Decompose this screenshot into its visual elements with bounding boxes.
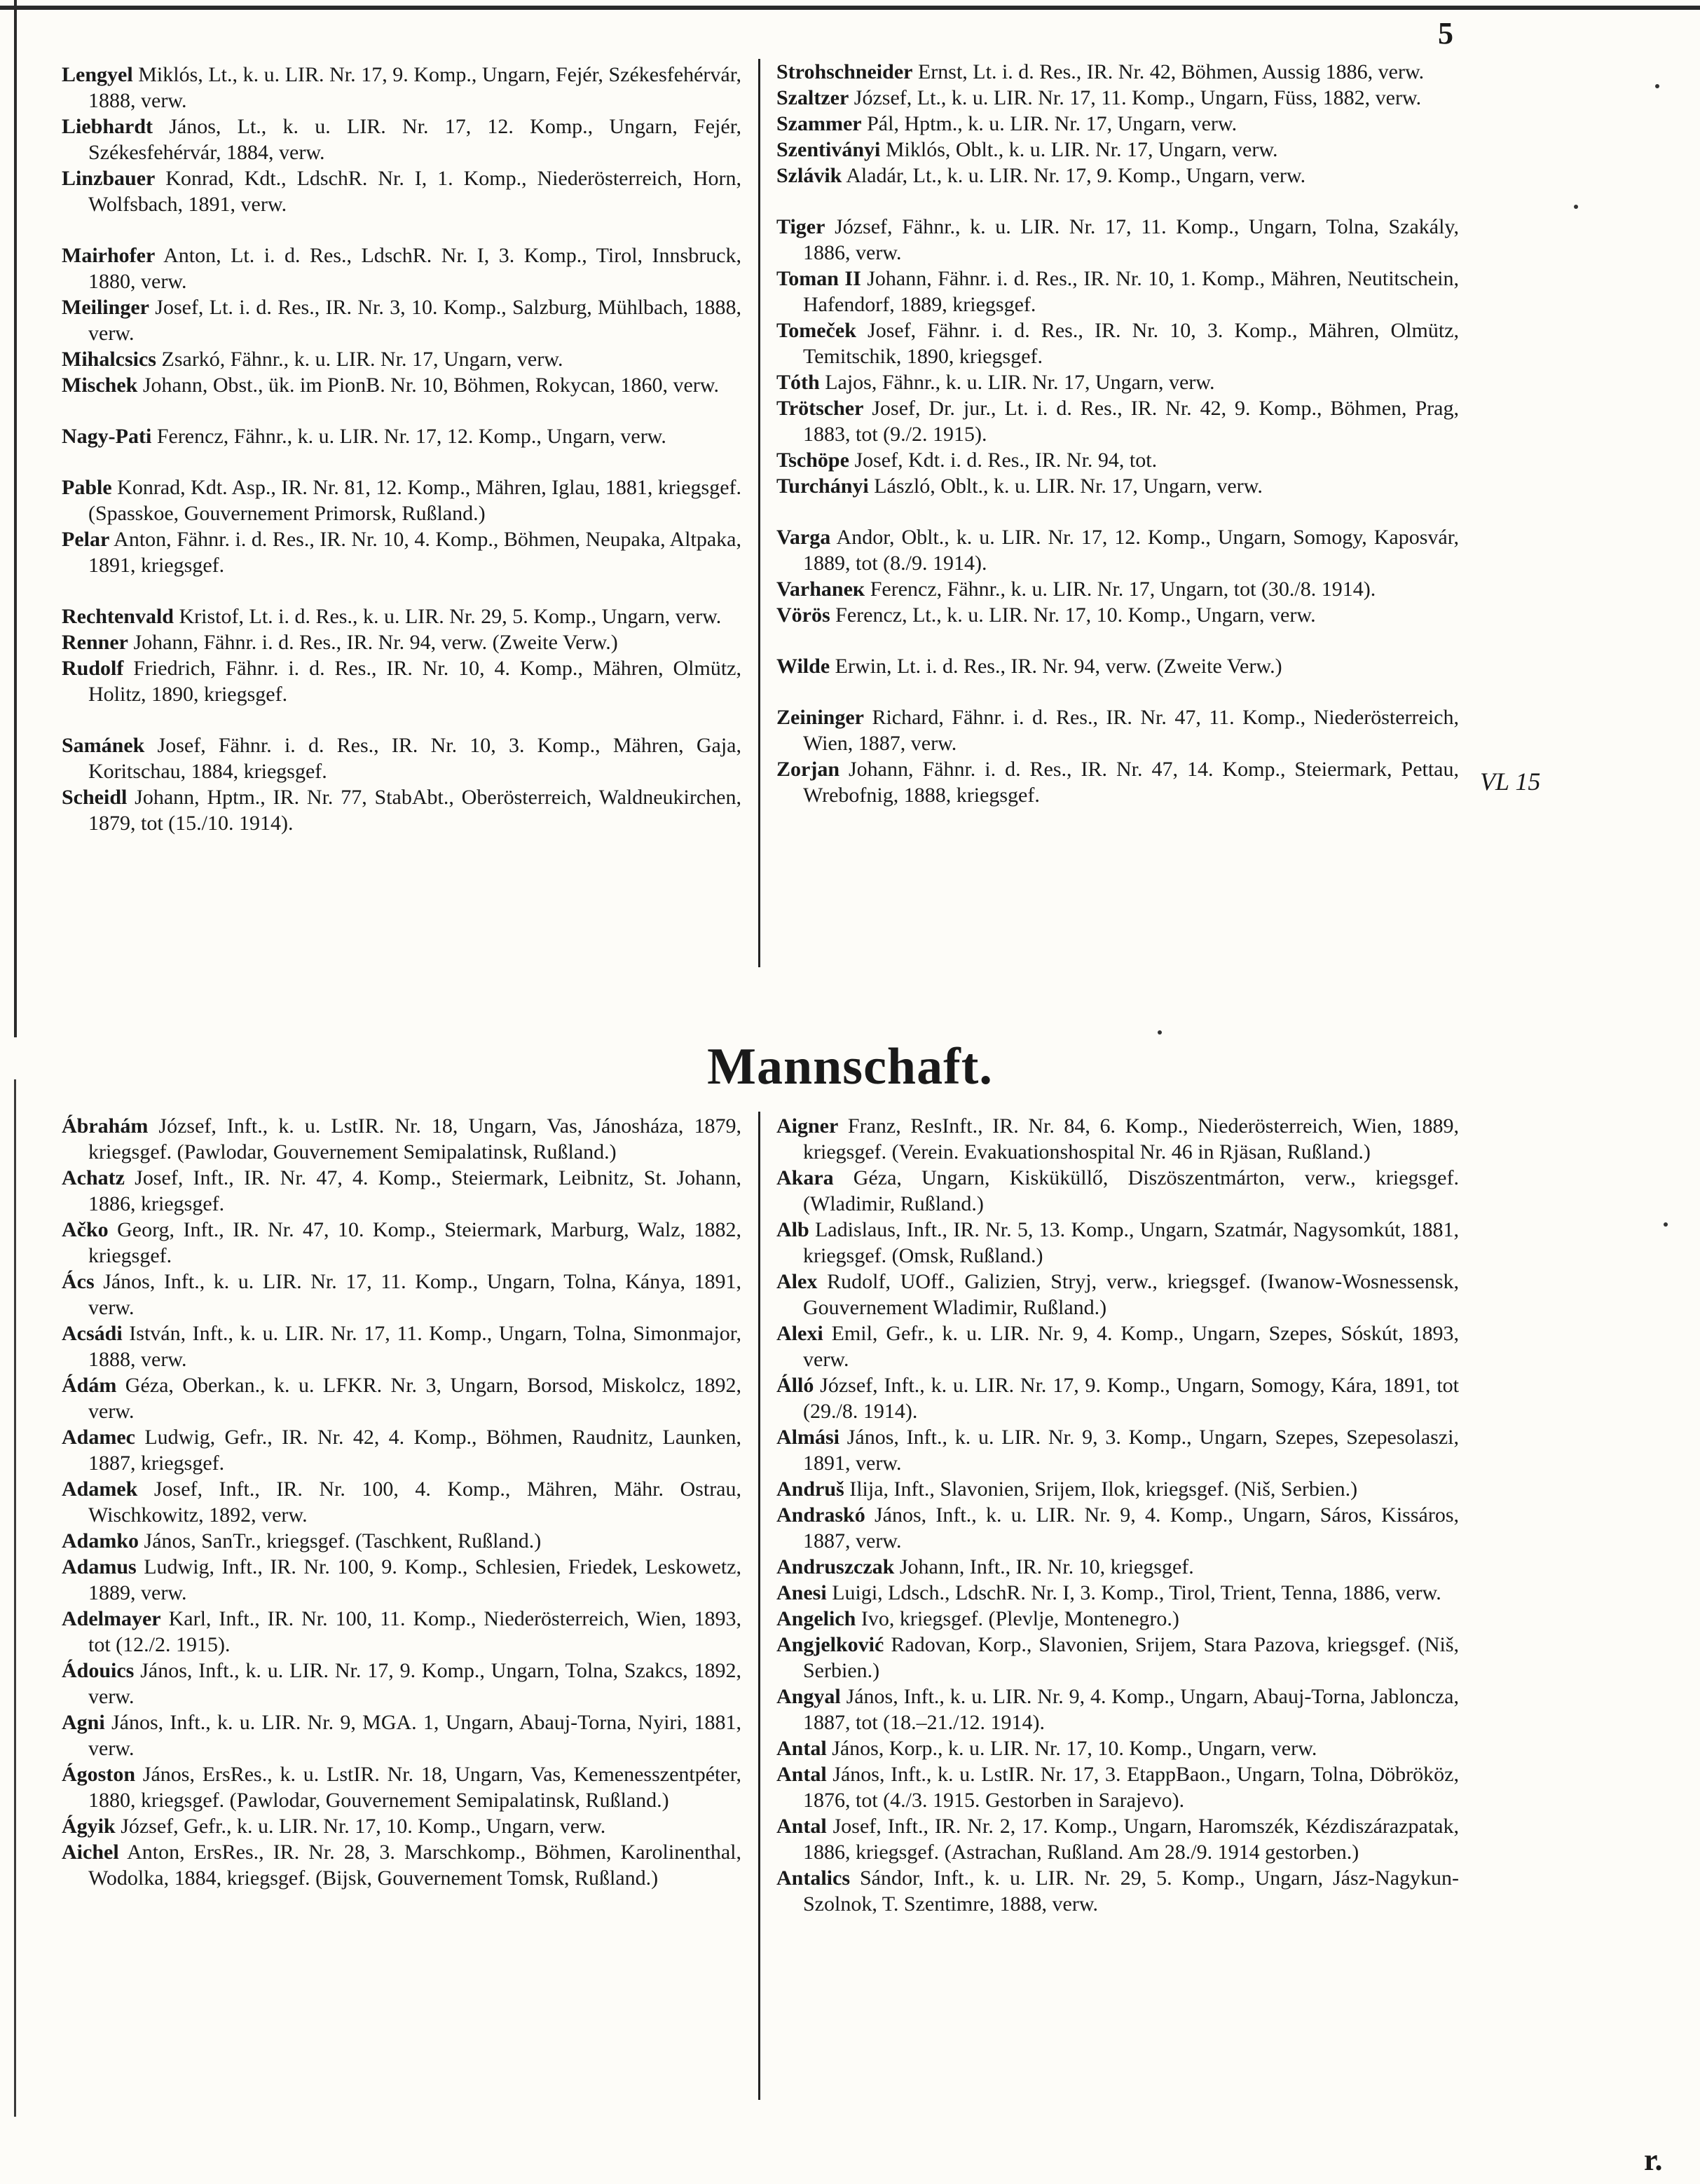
entry-surname: Toman II (776, 267, 861, 290)
entry-surname: Mairhofer (62, 244, 156, 267)
roster-entry (62, 165, 741, 217)
entry-surname: Strohschneider (776, 60, 913, 83)
entry-details: János, Inft., k. u. LIR. Nr. 9, 4. Komp., Ungarn, Abauj-Torna, Jabloncza, 1887, tot (18.–21./12. 1914). (803, 1685, 1459, 1734)
entry-surname: Aichel (62, 1841, 119, 1864)
roster-entry (776, 473, 1459, 499)
roster-entry (62, 1476, 741, 1528)
entry-surname: Adamek (62, 1477, 138, 1501)
entry-surname: Mihalcsics (62, 348, 156, 371)
entry-details: János, Inft., k. u. LIR. Nr. 17, 11. Komp., Ungarn, Tolna, Kánya, 1891, verw. (88, 1270, 741, 1319)
roster-entry (776, 524, 1459, 576)
entry-surname: Zorjan (776, 758, 839, 781)
roster-entry (62, 1320, 741, 1372)
entry-details: Konrad, Kdt., LdschR. Nr. I, 1. Komp., Niederösterreich, Horn, Wolfsbach, 1891, verw. (88, 167, 741, 216)
entry-details: Richard, Fähnr. i. d. Res., IR. Nr. 47, 11. Komp., Niederösterreich, Wien, 1887, verw. (803, 706, 1459, 755)
roster-entry (62, 1813, 741, 1839)
entry-details: Erwin, Lt. i. d. Res., IR. Nr. 94, verw. (Zweite Verw.) (830, 655, 1282, 678)
top-rule (0, 6, 1700, 10)
entry-details: Josef, Inft., IR. Nr. 2, 17. Komp., Ungarn, Haromszék, Kézdiszárazpatak, 1886, kriegsgef. (Astrachan, Rußland. Am 28./9. 1914 gestorben.) (803, 1815, 1459, 1864)
ink-speck (1664, 1222, 1668, 1227)
page-number: 5 (1438, 16, 1453, 50)
entry-surname: Rechtenvald (62, 605, 174, 628)
entry-surname: Pable (62, 476, 112, 499)
roster-entry (776, 137, 1459, 163)
entry-details: János, Inft., k. u. LIR. Nr. 9, 4. Komp., Ungarn, Sáros, Kissáros, 1887, verw. (803, 1503, 1459, 1552)
entry-details: József, Inft., k. u. LIR. Nr. 17, 9. Komp., Ungarn, Somogy, Kára, 1891, tot (29./8. 1914). (803, 1374, 1459, 1423)
entry-details: Konrad, Kdt. Asp., IR. Nr. 81, 12. Komp., Mähren, Iglau, 1881, kriegsgef. (Spasskoe, Gouvernement Primorsk, Rußland.) (88, 476, 741, 525)
entry-details: Josef, Fähnr. i. d. Res., IR. Nr. 10, 3. Komp., Mähren, Gaja, Koritschau, 1884, kriegsgef. (88, 734, 741, 783)
lower-left-column (62, 1113, 741, 1891)
entry-surname: Antal (776, 1815, 827, 1838)
entry-surname: Renner (62, 631, 128, 654)
entry-details: Friedrich, Fähnr. i. d. Res., IR. Nr. 10, 4. Komp., Mähren, Olmütz, Holitz, 1890, kriegsgef. (88, 657, 741, 706)
roster-entry (776, 1865, 1459, 1917)
entry-details: Kristof, Lt. i. d. Res., k. u. LIR. Nr. 29, 5. Komp., Ungarn, verw. (174, 605, 722, 628)
entry-details: János, Inft., k. u. LstIR. Nr. 17, 3. EtappBaon., Ungarn, Tolna, Döbrököz, 1876, tot (4./3. 1915. Gestorben in Sarajevo). (803, 1763, 1459, 1812)
entry-gap (776, 499, 1459, 524)
roster-entry (776, 1684, 1459, 1735)
roster-entry (776, 318, 1459, 369)
upper-right-column (776, 59, 1459, 808)
entry-details: Miklós, Oblt., k. u. LIR. Nr. 17, Ungarn, verw. (880, 138, 1278, 161)
entry-surname: Alexi (776, 1322, 823, 1345)
entry-surname: Ágyik (62, 1815, 116, 1838)
roster-entry (62, 1606, 741, 1658)
entry-surname: Liebhardt (62, 115, 153, 138)
entry-surname: Ádouics (62, 1659, 135, 1682)
roster-entry (776, 163, 1459, 189)
entry-details: Zsarkó, Fähnr., k. u. LIR. Nr. 17, Ungarn, verw. (156, 348, 563, 371)
roster-entry (776, 756, 1459, 808)
entry-details: Anton, Fähnr. i. d. Res., IR. Nr. 10, 4. Komp., Böhmen, Neupaka, Altpaka, 1891, kriegsgef. (88, 528, 741, 577)
entry-details: Luigi, Ldsch., LdschR. Nr. I, 3. Komp., Tirol, Trient, Tenna, 1886, verw. (826, 1581, 1441, 1604)
roster-entry (62, 1554, 741, 1606)
entry-details: Ernst, Lt. i. d. Res., IR. Nr. 42, Böhmen, Aussig 1886, verw. (912, 60, 1425, 83)
entry-details: János, Inft., k. u. LIR. Nr. 17, 9. Komp., Ungarn, Tolna, Szakcs, 1892, verw. (88, 1659, 741, 1708)
entry-surname: Andruš (776, 1477, 844, 1501)
entry-details: Andor, Oblt., k. u. LIR. Nr. 17, 12. Komp., Ungarn, Somogy, Kaposvár, 1889, tot (8./9. 1914). (803, 526, 1459, 575)
roster-entry (62, 629, 741, 655)
entry-surname: Tomeček (776, 319, 856, 342)
entry-surname: Tiger (776, 215, 825, 238)
entry-gap (62, 217, 741, 243)
column-divider-upper (758, 59, 760, 967)
entry-surname: Meilinger (62, 296, 149, 319)
upper-left-column (62, 62, 741, 836)
entry-surname: Lengyel (62, 63, 133, 86)
entry-details: János, Korp., k. u. LIR. Nr. 17, 10. Komp., Ungarn, verw. (826, 1737, 1317, 1760)
roster-entry (62, 655, 741, 707)
roster-entry (776, 1320, 1459, 1372)
roster-entry (62, 294, 741, 346)
entry-details: Ludwig, Gefr., IR. Nr. 42, 4. Komp., Böhmen, Raudnitz, Launken, 1887, kriegsgef. (88, 1426, 741, 1475)
entry-details: Ivo, kriegsgef. (Plevlje, Montenegro.) (856, 1607, 1179, 1630)
roster-entry (62, 1165, 741, 1217)
entry-details: Ferencz, Fähnr., k. u. LIR. Nr. 17, Ungarn, tot (30./8. 1914). (865, 578, 1376, 601)
entry-details: Sándor, Inft., k. u. LIR. Nr. 29, 5. Komp., Ungarn, Jász-Nagykun-Szolnok, T. Szentimre, 1888, verw. (803, 1866, 1459, 1916)
roster-entry (776, 369, 1459, 395)
roster-entry (776, 704, 1459, 756)
entry-details: István, Inft., k. u. LIR. Nr. 17, 11. Komp., Ungarn, Tolna, Simonmajor, 1888, verw. (88, 1322, 741, 1371)
entry-surname: Alb (776, 1218, 809, 1241)
roster-entry (62, 1658, 741, 1709)
entry-surname: Vörös (776, 603, 830, 627)
entry-surname: Ács (62, 1270, 95, 1293)
entry-details: Géza, Ungarn, Kisküküllő, Diszöszentmárton, verw., kriegsgef. (Wladimir, Rußland.) (803, 1166, 1459, 1215)
roster-entry (62, 1424, 741, 1476)
roster-entry (776, 653, 1459, 679)
entry-surname: Adamec (62, 1426, 135, 1449)
entry-surname: Ačko (62, 1218, 109, 1241)
entry-gap (776, 679, 1459, 704)
roster-entry (776, 1761, 1459, 1813)
roster-entry (62, 1528, 741, 1554)
entry-surname: Wilde (776, 655, 830, 678)
entry-gap (776, 628, 1459, 653)
roster-entry (776, 1217, 1459, 1269)
entry-details: Franz, ResInft., IR. Nr. 84, 6. Komp., Niederösterreich, Wien, 1889, kriegsgef. (Verein. Evakuationshospital Nr. 46 in Rjäsan, Rußland.) (803, 1114, 1459, 1163)
entry-surname: Ádám (62, 1374, 117, 1397)
entry-surname: Ábrahám (62, 1114, 149, 1138)
entry-surname: Scheidl (62, 786, 128, 809)
entry-surname: Tschöpe (776, 449, 849, 472)
entry-details: Johann, Inft., IR. Nr. 10, kriegsgef. (894, 1555, 1194, 1578)
entry-details: Josef, Kdt. i. d. Res., IR. Nr. 94, tot. (849, 449, 1158, 472)
roster-entry (62, 62, 741, 114)
roster-entry (62, 475, 741, 526)
roster-entry (62, 1269, 741, 1320)
roster-entry (776, 59, 1459, 85)
entry-surname: Trötscher (776, 397, 864, 420)
entry-surname: Álló (776, 1374, 814, 1397)
entry-surname: Szlávik (776, 164, 842, 187)
entry-surname: Angyal (776, 1685, 841, 1708)
roster-entry (62, 346, 741, 372)
entry-surname: Angelich (776, 1607, 856, 1630)
entry-surname: Szaltzer (776, 86, 849, 109)
roster-entry (776, 1632, 1459, 1684)
section-heading: Mannschaft. (707, 1038, 993, 1096)
entry-details: János, Lt., k. u. LIR. Nr. 17, 12. Komp., Ungarn, Fejér, Székesfehérvár, 1884, verw. (88, 115, 741, 164)
entry-details: János, SanTr., kriegsgef. (Taschkent, Rußland.) (139, 1529, 542, 1552)
entry-details: Pál, Hptm., k. u. LIR. Nr. 17, Ungarn, verw. (861, 112, 1238, 135)
lower-right-column (776, 1113, 1459, 1917)
entry-details: Anton, ErsRes., IR. Nr. 28, 3. Marschkomp., Böhmen, Karolinenthal, Wodolka, 1884, kriegsgef. (Bijsk, Gouvernement Tomsk, Rußland.) (88, 1841, 741, 1890)
roster-entry (62, 784, 741, 836)
entry-details: Lajos, Fähnr., k. u. LIR. Nr. 17, Ungarn, verw. (819, 371, 1215, 394)
entry-details: János, Inft., k. u. LIR. Nr. 9, MGA. 1, Ungarn, Abauj-Torna, Nyiri, 1881, verw. (88, 1711, 741, 1760)
roster-entry (776, 266, 1459, 318)
roster-entry (62, 1372, 741, 1424)
roster-entry (776, 1735, 1459, 1761)
entry-surname: Adamko (62, 1529, 139, 1552)
entry-surname: Varga (776, 526, 831, 549)
roster-entry (62, 243, 741, 294)
entry-details: Anton, Lt. i. d. Res., LdschR. Nr. I, 3. Komp., Tirol, Innsbruck, 1880, verw. (88, 244, 741, 293)
entry-details: Ladislaus, Inft., IR. Nr. 5, 13. Komp., Ungarn, Szatmár, Nagysomkút, 1881, kriegsgef. (Omsk, Rußland.) (803, 1218, 1459, 1267)
roster-entry (62, 423, 741, 449)
column-divider-lower (758, 1112, 760, 2100)
roster-entry (776, 1606, 1459, 1632)
entry-surname: Mischek (62, 374, 138, 397)
roster-entry (62, 1217, 741, 1269)
entry-details: János, ErsRes., k. u. LstIR. Nr. 18, Ungarn, Vas, Kemenesszentpéter, 1880, kriegsgef. (Pawlodar, Gouvernement Semipalatinsk, Rußland.) (88, 1763, 741, 1812)
roster-entry (62, 1839, 741, 1891)
entry-details: Josef, Inft., IR. Nr. 47, 4. Komp., Steiermark, Leibnitz, St. Johann, 1886, kriegsgef. (88, 1166, 741, 1215)
roster-entry (776, 1580, 1459, 1606)
entry-details: Miklós, Lt., k. u. LIR. Nr. 17, 9. Komp., Ungarn, Fejér, Székesfehérvár, 1888, verw. (88, 63, 741, 112)
entry-surname: Zeininger (776, 706, 864, 729)
entry-gap (62, 398, 741, 423)
entry-details: Aladár, Lt., k. u. LIR. Nr. 17, 9. Komp., Ungarn, verw. (842, 164, 1306, 187)
entry-gap (776, 189, 1459, 214)
entry-surname: Pelar (62, 528, 110, 551)
left-margin-rule (14, 0, 17, 1037)
entry-details: Radovan, Korp., Slavonien, Srijem, Stara Pazova, kriegsgef. (Niš, Serbien.) (803, 1633, 1459, 1682)
entry-surname: Akara (776, 1166, 834, 1189)
entry-surname: Linzbauer (62, 167, 156, 190)
entry-surname: Rudolf (62, 657, 124, 680)
roster-entry (62, 1709, 741, 1761)
roster-entry (62, 526, 741, 578)
entry-details: Johann, Fähnr. i. d. Res., IR. Nr. 47, 14. Komp., Steiermark, Pettau, Wrebofnig, 1888, kriegsgef. (803, 758, 1459, 807)
margin-note: VL 15 (1480, 767, 1541, 796)
entry-surname: Acsádi (62, 1322, 123, 1345)
entry-details: József, Inft., k. u. LstIR. Nr. 18, Ungarn, Vas, Jánosháza, 1879, kriegsgef. (Pawlodar, Gouvernement Semipalatinsk, Rußland.) (88, 1114, 741, 1163)
entry-surname: Szentiványi (776, 138, 881, 161)
entry-details: László, Oblt., k. u. LIR. Nr. 17, Ungarn, verw. (868, 475, 1263, 498)
roster-entry (776, 395, 1459, 447)
entry-surname: Adamus (62, 1555, 137, 1578)
roster-entry (776, 85, 1459, 111)
roster-entry (776, 1269, 1459, 1320)
entry-details: Emil, Gefr., k. u. LIR. Nr. 9, 4. Komp., Ungarn, Szepes, Sóskút, 1893, verw. (803, 1322, 1459, 1371)
entry-details: Josef, Dr. jur., Lt. i. d. Res., IR. Nr. 42, 9. Komp., Böhmen, Prag, 1883, tot (9./2. 1915). (803, 397, 1459, 446)
corner-mark: r. (1644, 2143, 1663, 2177)
entry-surname: Antalics (776, 1866, 850, 1890)
roster-entry (62, 372, 741, 398)
entry-details: Karl, Inft., IR. Nr. 100, 11. Komp., Niederösterreich, Wien, 1893, tot (12./2. 1915). (88, 1607, 741, 1656)
entry-details: Johann, Fähnr. i. d. Res., IR. Nr. 10, 1. Komp., Mähren, Neutitschein, Hafendorf, 1889, kriegsgef. (803, 267, 1460, 316)
ink-speck (1158, 1030, 1162, 1035)
entry-details: Ilija, Inft., Slavonien, Srijem, Ilok, kriegsgef. (Niš, Serbien.) (844, 1477, 1358, 1501)
roster-entry (776, 1372, 1459, 1424)
roster-entry (776, 1554, 1459, 1580)
entry-details: Georg, Inft., IR. Nr. 47, 10. Komp., Steiermark, Marburg, Walz, 1882, kriegsgef. (88, 1218, 741, 1267)
roster-entry (776, 1165, 1459, 1217)
entry-details: József, Fähnr., k. u. LIR. Nr. 17, 11. Komp., Ungarn, Tolna, Szakály, 1886, verw. (803, 215, 1459, 264)
entry-details: Johann, Obst., ük. im PionB. Nr. 10, Böhmen, Rokycan, 1860, verw. (137, 374, 720, 397)
entry-details: Josef, Lt. i. d. Res., IR. Nr. 3, 10. Komp., Salzburg, Mühlbach, 1888, verw. (88, 296, 741, 345)
roster-entry (62, 1761, 741, 1813)
entry-surname: Andraskó (776, 1503, 865, 1527)
roster-entry (776, 1813, 1459, 1865)
entry-surname: Almási (776, 1426, 839, 1449)
entry-surname: Samánek (62, 734, 145, 757)
entry-surname: Alex (776, 1270, 818, 1293)
entry-surname: Szammer (776, 112, 862, 135)
roster-entry (62, 1113, 741, 1165)
roster-entry (776, 576, 1459, 602)
entry-details: József, Gefr., k. u. LIR. Nr. 17, 10. Komp., Ungarn, verw. (115, 1815, 606, 1838)
entry-details: Johann, Fähnr. i. d. Res., IR. Nr. 94, verw. (Zweite Verw.) (128, 631, 618, 654)
ink-speck (1655, 84, 1659, 88)
entry-surname: Angjelković (776, 1633, 884, 1656)
entry-details: Ferencz, Fähnr., k. u. LIR. Nr. 17, 12. Komp., Ungarn, verw. (151, 425, 666, 448)
entry-surname: Ágoston (62, 1763, 136, 1786)
roster-entry (776, 1113, 1459, 1165)
roster-entry (776, 602, 1459, 628)
left-margin-rule-lower (14, 1079, 16, 2117)
entry-details: József, Lt., k. u. LIR. Nr. 17, 11. Komp., Ungarn, Füss, 1882, verw. (849, 86, 1422, 109)
roster-entry (776, 1476, 1459, 1502)
entry-details: Josef, Inft., IR. Nr. 100, 4. Komp., Mähren, Mähr. Ostrau, Wischkowitz, 1892, verw. (88, 1477, 741, 1527)
entry-details: Ferencz, Lt., k. u. LIR. Nr. 17, 10. Komp., Ungarn, verw. (830, 603, 1316, 627)
roster-entry (62, 732, 741, 784)
entry-surname: Antal (776, 1737, 827, 1760)
entry-details: Josef, Fähnr. i. d. Res., IR. Nr. 10, 3. Komp., Mähren, Olmütz, Temitschik, 1890, kriegsgef. (803, 319, 1459, 368)
entry-surname: Nagy-Pati (62, 425, 152, 448)
entry-gap (62, 707, 741, 732)
entry-details: Géza, Oberkan., k. u. LFKR. Nr. 3, Ungarn, Borsod, Miskolcz, 1892, verw. (88, 1374, 741, 1423)
entry-details: János, Inft., k. u. LIR. Nr. 9, 3. Komp., Ungarn, Szepes, Szepesolaszi, 1891, verw. (803, 1426, 1459, 1475)
roster-entry (776, 111, 1459, 137)
entry-surname: Tóth (776, 371, 820, 394)
entry-gap (62, 449, 741, 475)
entry-surname: Agni (62, 1711, 105, 1734)
entry-details: Rudolf, UOff., Galizien, Stryj, verw., kriegsgef. (Iwanow-Wosnessensk, Gouvernement Wladimir, Rußland.) (803, 1270, 1459, 1319)
ink-speck (1574, 205, 1578, 209)
entry-surname: Aigner (776, 1114, 839, 1138)
entry-surname: Anesi (776, 1581, 827, 1604)
entry-surname: Adelmayer (62, 1607, 161, 1630)
entry-details: Ludwig, Inft., IR. Nr. 100, 9. Komp., Schlesien, Friedek, Leskowetz, 1889, verw. (88, 1555, 741, 1604)
roster-entry (62, 603, 741, 629)
entry-surname: Turchányi (776, 475, 869, 498)
roster-entry (776, 214, 1459, 266)
roster-entry (62, 114, 741, 165)
entry-details: Johann, Hptm., IR. Nr. 77, StabAbt., Oberösterreich, Waldneukirchen, 1879, tot (15./10. 1914). (88, 786, 741, 835)
entry-gap (62, 578, 741, 603)
entry-surname: Achatz (62, 1166, 125, 1189)
roster-entry (776, 1502, 1459, 1554)
roster-entry (776, 447, 1459, 473)
entry-surname: Antal (776, 1763, 827, 1786)
entry-surname: Andruszczak (776, 1555, 895, 1578)
roster-entry (776, 1424, 1459, 1476)
entry-surname: Varhaneк (776, 578, 865, 601)
